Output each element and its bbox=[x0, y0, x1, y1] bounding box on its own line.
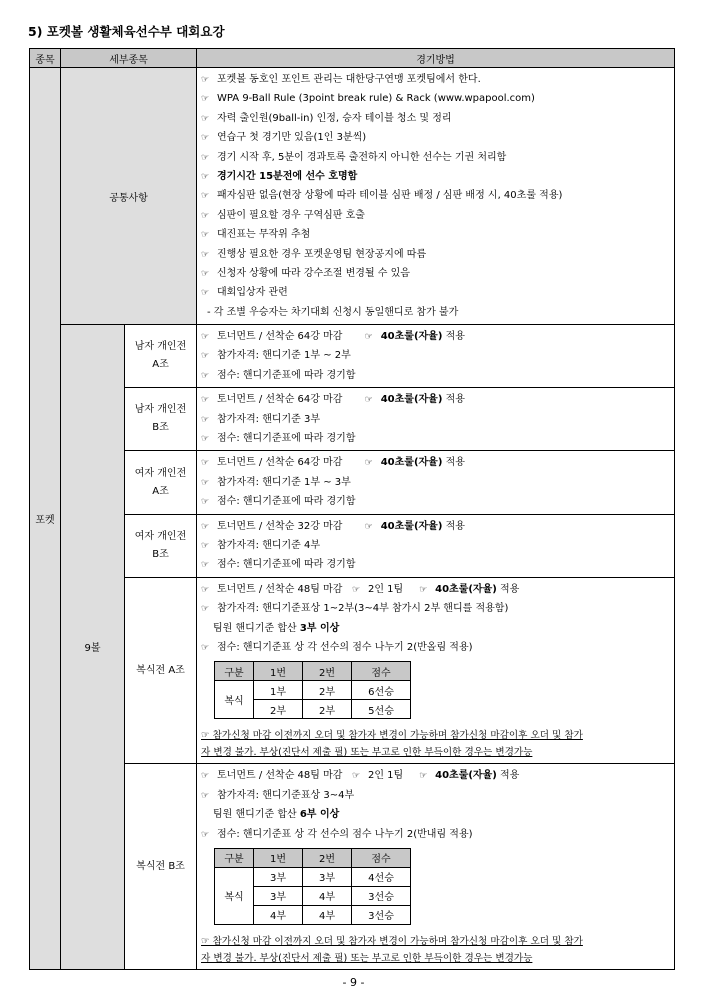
warning-line: 자 변경 불가. 부상(진단서 제출 필) 또는 부고로 인한 부득이한 경우는 변경가능 bbox=[201, 952, 533, 964]
score-text: 점수: 핸디기준표 상 각 선수의 점수 나누기 2(반올림 적용) bbox=[217, 641, 473, 653]
game-label: 9볼 bbox=[84, 643, 101, 655]
apply-text: 적용 bbox=[445, 457, 465, 469]
pointing-hand-icon: ☞ bbox=[201, 560, 210, 571]
table-header: 2번 bbox=[303, 848, 352, 867]
common-line: 경기 시작 후, 5분이 경과토록 출전하지 아니한 선수는 기권 처리함 bbox=[217, 151, 507, 163]
page-title: 5) 포켓볼 생활체육선수부 대회요강 bbox=[28, 24, 225, 39]
tournament-text: 토너먼트 / 선착순 48팀 마감 bbox=[217, 583, 343, 595]
division-row bbox=[30, 388, 675, 451]
table-cell: 3부 bbox=[254, 867, 303, 886]
member-bold: 3부 이상 bbox=[299, 622, 340, 634]
pointing-hand-icon: ☞ bbox=[201, 370, 210, 381]
pointing-hand-icon: ☞ bbox=[201, 249, 210, 260]
qualification-text: 참가자격: 핸디기준표상 3~4부 bbox=[217, 789, 355, 801]
table-cell: 3부 bbox=[254, 886, 303, 905]
score-text: 점수: 핸디기준표에 따라 경기함 bbox=[217, 369, 356, 381]
member-bold: 6부 이상 bbox=[299, 809, 340, 821]
apply-text: 적용 bbox=[500, 583, 520, 595]
pointing-hand-icon: ☞ bbox=[364, 458, 373, 469]
table-cell: 2부 bbox=[254, 700, 303, 719]
pointing-hand-icon: ☞ bbox=[201, 771, 210, 782]
division-row bbox=[30, 514, 675, 577]
table-cell: 4부 bbox=[254, 905, 303, 924]
score-text: 점수: 핸디기준표에 따라 경기함 bbox=[217, 559, 356, 571]
table-header: 2번 bbox=[303, 662, 352, 681]
rule40-text: 40초룰(자율) bbox=[435, 770, 497, 782]
table-cell: 4부 bbox=[303, 905, 352, 924]
apply-text: 적용 bbox=[500, 770, 520, 782]
division-group: A조 bbox=[152, 485, 169, 497]
division-row bbox=[30, 451, 675, 514]
division-group: B조 bbox=[152, 548, 169, 560]
team-text: 2인 1팀 bbox=[367, 770, 404, 782]
table-cell: 2부 bbox=[303, 681, 352, 700]
pointing-hand-icon: ☞ bbox=[419, 584, 428, 595]
division-group: A조 bbox=[152, 359, 169, 371]
doubles-label-cell bbox=[125, 764, 197, 970]
common-content bbox=[197, 68, 675, 325]
pointing-hand-icon: ☞ bbox=[201, 94, 210, 105]
common-line: 대회입상자 관련 bbox=[217, 287, 288, 299]
header-method: 경기방법 bbox=[197, 49, 675, 68]
rule40-text: 40초룰(자율) bbox=[380, 331, 443, 343]
common-line: 포켓볼 동호인 포인트 관리는 대한당구연맹 포켓팀에서 한다. bbox=[217, 74, 481, 85]
doubles-content bbox=[197, 764, 675, 970]
common-line-bold: 경기시간 15분전에 선수 호명함 bbox=[217, 170, 358, 182]
division-name: 여자 개인전 bbox=[134, 530, 187, 542]
division-name: 남자 개인전 bbox=[134, 341, 187, 353]
table-cell: 3선승 bbox=[352, 886, 411, 905]
qualification-text: 참가자격: 핸디기준 1부 ~ 2부 bbox=[217, 350, 351, 362]
pointing-hand-icon: ☞ bbox=[201, 268, 210, 279]
game-cell bbox=[61, 325, 125, 970]
tournament-text: 토너먼트 / 선착순 48팀 마감 bbox=[217, 770, 343, 782]
pointing-hand-icon: ☞ bbox=[201, 288, 210, 299]
table-header: 구분 bbox=[215, 848, 254, 867]
handicap-table bbox=[214, 661, 411, 719]
table-cell: 2부 bbox=[303, 700, 352, 719]
apply-text: 적용 bbox=[445, 394, 465, 406]
table-cell: 3부 bbox=[303, 867, 352, 886]
qualification-text: 참가자격: 핸디기준표상 1~2부(3~4부 참가시 2부 핸디를 적용함) bbox=[217, 603, 509, 615]
pointing-hand-icon: ☞ bbox=[201, 113, 210, 124]
pointing-hand-icon: ☞ bbox=[201, 191, 210, 202]
score-text: 점수: 핸디기준표 상 각 선수의 점수 나누기 2(반내림 적용) bbox=[217, 828, 473, 840]
common-line: 신청자 상황에 따라 강수조절 변경될 수 있음 bbox=[217, 267, 410, 279]
sport-label: 포켓 bbox=[35, 514, 55, 526]
rule40-text: 40초룰(자율) bbox=[380, 394, 443, 406]
pointing-hand-icon: ☞ bbox=[201, 75, 210, 85]
doubles-row bbox=[30, 577, 675, 764]
division-content bbox=[197, 514, 675, 577]
warning-line: ☞ 참가신청 마감 이전까지 오더 및 참가자 변경이 가능하며 참가신청 마감이후 오더 및 참가 bbox=[201, 935, 583, 947]
table-header: 점수 bbox=[352, 662, 411, 681]
page-number: - 9 - bbox=[342, 976, 365, 989]
pointing-hand-icon: ☞ bbox=[351, 584, 361, 595]
pointing-hand-icon: ☞ bbox=[201, 604, 210, 615]
member-text: 팀원 핸디기준 합산 bbox=[213, 622, 300, 634]
table-cell: 1부 bbox=[254, 681, 303, 700]
common-line: 심판이 필요할 경우 구역심판 호출 bbox=[217, 209, 365, 221]
pointing-hand-icon: ☞ bbox=[351, 771, 361, 782]
header-sport: 종목 bbox=[30, 49, 61, 68]
pointing-hand-icon: ☞ bbox=[201, 171, 210, 182]
pointing-hand-icon: ☞ bbox=[201, 458, 210, 469]
doubles-name: 복식전 B조 bbox=[136, 860, 185, 872]
rule40-text: 40초룰(자율) bbox=[380, 457, 443, 469]
common-line: 대진표는 무작위 추첨 bbox=[217, 229, 311, 241]
division-content bbox=[197, 451, 675, 514]
pointing-hand-icon: ☞ bbox=[201, 477, 210, 488]
tournament-text: 토너먼트 / 선착순 32강 마감 bbox=[217, 520, 343, 532]
division-name: 남자 개인전 bbox=[134, 404, 187, 416]
table-label: 복식 bbox=[215, 867, 254, 924]
team-text: 2인 1팀 bbox=[367, 583, 404, 595]
rule40-text: 40초룰(자율) bbox=[435, 583, 497, 595]
table-cell: 3선승 bbox=[352, 905, 411, 924]
tournament-text: 토너먼트 / 선착순 64강 마감 bbox=[217, 457, 343, 469]
pointing-hand-icon: ☞ bbox=[201, 497, 210, 508]
division-label-cell bbox=[125, 451, 197, 514]
pointing-hand-icon: ☞ bbox=[201, 230, 210, 241]
table-header: 1번 bbox=[254, 848, 303, 867]
common-line: 패자심판 없음(현장 상황에 따라 테이블 심판 배정 / 심판 배정 시, 40초룰 적용) bbox=[217, 190, 563, 202]
doubles-row bbox=[30, 764, 675, 970]
qualification-text: 참가자격: 핸디기준 4부 bbox=[217, 539, 321, 551]
score-text: 점수: 핸디기준표에 따라 경기함 bbox=[217, 496, 356, 508]
division-label-cell bbox=[125, 388, 197, 451]
division-content bbox=[197, 388, 675, 451]
header-division: 세부종목 bbox=[61, 49, 197, 68]
common-line: 진행상 필요한 경우 포켓운영팀 현장공지에 따름 bbox=[217, 248, 427, 260]
qualification-text: 참가자격: 핸디기준 1부 ~ 3부 bbox=[217, 476, 351, 488]
common-note: - 각 조별 우승자는 차기대회 신청시 동일핸디로 참가 불가 bbox=[207, 306, 459, 318]
table-row bbox=[215, 681, 411, 700]
rules-table bbox=[29, 48, 675, 970]
tournament-text: 토너먼트 / 선착순 64강 마감 bbox=[217, 331, 343, 343]
common-line: WPA 9-Ball Rule (3point break rule) & Rack (www.wpapool.com) bbox=[217, 93, 535, 105]
pointing-hand-icon: ☞ bbox=[201, 642, 210, 653]
rule40-text: 40초룰(자율) bbox=[380, 520, 443, 532]
sport-cell bbox=[30, 68, 61, 970]
table-row bbox=[215, 867, 411, 886]
pointing-hand-icon: ☞ bbox=[201, 540, 210, 551]
table-label: 복식 bbox=[215, 681, 254, 719]
apply-text: 적용 bbox=[445, 520, 465, 532]
apply-text: 적용 bbox=[445, 331, 465, 343]
division-label-cell bbox=[125, 325, 197, 388]
pointing-hand-icon: ☞ bbox=[201, 152, 210, 163]
pointing-hand-icon: ☞ bbox=[201, 332, 210, 343]
pointing-hand-icon: ☞ bbox=[201, 210, 210, 221]
doubles-name: 복식전 A조 bbox=[136, 664, 185, 676]
division-content bbox=[197, 325, 675, 388]
score-text: 점수: 핸디기준표에 따라 경기함 bbox=[217, 433, 356, 445]
division-name: 여자 개인전 bbox=[134, 467, 187, 479]
common-line: 자력 출인원(9ball-in) 인정, 승자 테이블 청소 및 정리 bbox=[217, 112, 452, 124]
common-label: 공통사항 bbox=[109, 192, 148, 204]
common-label-cell bbox=[61, 68, 197, 325]
common-line: 연습구 첫 경기만 있음(1인 3분씩) bbox=[217, 132, 367, 144]
warning-line: 자 변경 불가. 부상(진단서 제출 필) 또는 부고로 인한 부득이한 경우는 변경가능 bbox=[201, 747, 533, 759]
table-cell: 5선승 bbox=[352, 700, 411, 719]
division-row bbox=[30, 325, 675, 388]
pointing-hand-icon: ☞ bbox=[201, 434, 210, 445]
qualification-text: 참가자격: 핸디기준 3부 bbox=[217, 413, 321, 425]
pointing-hand-icon: ☞ bbox=[201, 414, 210, 425]
pointing-hand-icon: ☞ bbox=[201, 829, 210, 840]
table-cell: 4선승 bbox=[352, 867, 411, 886]
pointing-hand-icon: ☞ bbox=[364, 521, 373, 532]
pointing-hand-icon: ☞ bbox=[201, 351, 210, 362]
pointing-hand-icon: ☞ bbox=[201, 521, 210, 532]
header-row bbox=[30, 49, 675, 68]
member-text: 팀원 핸디기준 합산 bbox=[213, 809, 300, 821]
table-header: 점수 bbox=[352, 848, 411, 867]
warning-line: ☞ 참가신청 마감 이전까지 오더 및 참가자 변경이 가능하며 참가신청 마감이후 오더 및 참가 bbox=[201, 730, 583, 742]
handicap-table bbox=[214, 848, 411, 925]
pointing-hand-icon: ☞ bbox=[419, 771, 428, 782]
doubles-content bbox=[197, 577, 675, 764]
pointing-hand-icon: ☞ bbox=[201, 395, 210, 406]
pointing-hand-icon: ☞ bbox=[364, 332, 373, 343]
pointing-hand-icon: ☞ bbox=[201, 790, 210, 801]
doubles-label-cell bbox=[125, 577, 197, 764]
division-group: B조 bbox=[152, 422, 169, 434]
table-header: 구분 bbox=[215, 662, 254, 681]
common-row bbox=[30, 68, 675, 325]
table-header: 1번 bbox=[254, 662, 303, 681]
table-cell: 4부 bbox=[303, 886, 352, 905]
table-cell: 6선승 bbox=[352, 681, 411, 700]
pointing-hand-icon: ☞ bbox=[364, 395, 373, 406]
division-label-cell bbox=[125, 514, 197, 577]
pointing-hand-icon: ☞ bbox=[201, 133, 210, 144]
pointing-hand-icon: ☞ bbox=[201, 584, 210, 595]
tournament-text: 토너먼트 / 선착순 64강 마감 bbox=[217, 394, 343, 406]
